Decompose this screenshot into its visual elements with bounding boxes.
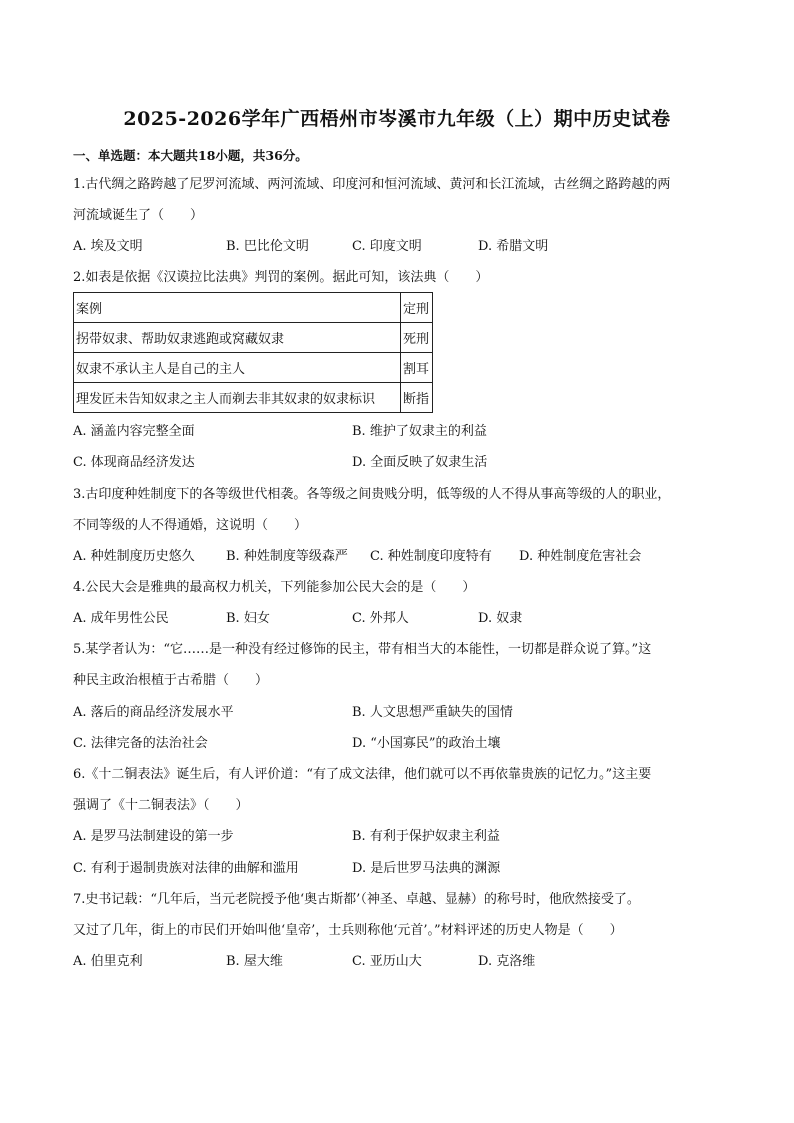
- question-6-option-b: B. 有利于保护奴隶主利益: [352, 829, 500, 844]
- question-6-option-c: C. 有利于遏制贵族对法律的曲解和滥用: [73, 861, 299, 876]
- table-row: [74, 383, 433, 413]
- question-7-option-b: B. 屋大维: [226, 954, 283, 969]
- law-cases-table: [73, 292, 433, 413]
- table-row: [74, 353, 433, 383]
- question-7-line-2: 又过了几年，街上的市民们开始叫他‘皇帝’，士兵则称他‘元首’。”材料评述的历史人物是（ ）: [73, 923, 623, 938]
- table-cell-penalty: 断指: [401, 383, 433, 413]
- question-5-option-d: D. “小国寡民”的政治土壤: [352, 736, 501, 751]
- question-7-line-1: 7.史书记载：“几年后，当元老院授予他‘奥古斯都’（神圣、卓越、显赫）的称号时，他欣然接受了。: [73, 892, 640, 907]
- question-1-line-2: 河流域诞生了（ ）: [73, 208, 204, 223]
- question-7-option-d: D. 克洛维: [478, 954, 536, 969]
- question-5-line-2: 种民主政治根植于古希腊（ ）: [73, 673, 269, 688]
- question-3-option-b: B. 种姓制度等级森严: [226, 549, 348, 564]
- question-1-line-1: 1.古代绸之路跨越了尼罗河流域、两河流域、印度河和恒河流域、黄河和长江流域，古丝绸之路跨越的两: [73, 177, 671, 192]
- table-cell-penalty: 死刑: [401, 323, 433, 353]
- question-7-option-a: A. 伯里克利: [73, 954, 143, 969]
- table-cell-case: 拐带奴隶、帮助奴隶逃跑或窝藏奴隶: [74, 323, 401, 353]
- question-1-option-d: D. 希腊文明: [478, 239, 549, 254]
- question-6-line-2: 强调了《十二铜表法》（ ）: [73, 798, 249, 813]
- question-4-option-a: A. 成年男性公民: [73, 611, 169, 626]
- table-header-case: 案例: [74, 293, 401, 323]
- question-3-option-c: C. 种姓制度印度特有: [370, 549, 492, 564]
- question-3-option-d: D. 种姓制度危害社会: [519, 549, 642, 564]
- table-header-penalty: 定刑: [401, 293, 433, 323]
- question-6-line-1: 6.《十二铜表法》诞生后，有人评价道：“有了成文法律，他们就可以不再依靠贵族的记忆力。”这主要: [73, 767, 652, 782]
- question-2-option-a: A. 涵盖内容完整全面: [73, 424, 195, 439]
- question-3-line-1: 3.古印度种姓制度下的各等级世代相袭。各等级之间贵贱分明，低等级的人不得从事高等级的人的职业，: [73, 487, 671, 502]
- question-7-option-c: C. 亚历山大: [352, 954, 422, 969]
- question-5-option-b: B. 人文思想严重缺失的国情: [352, 705, 513, 720]
- exam-title: 2025-2026学年广西梧州市岑溪市九年级（上）期中历史试卷: [123, 108, 671, 130]
- question-1-option-c: C. 印度文明: [352, 239, 422, 254]
- question-6-option-d: D. 是后世罗马法典的渊源: [352, 861, 501, 876]
- question-4-option-d: D. 奴隶: [478, 611, 523, 626]
- table-cell-case: 理发匠未告知奴隶之主人而剃去非其奴隶的奴隶标识: [74, 383, 401, 413]
- question-1-option-a: A. 埃及文明: [73, 239, 143, 254]
- question-4-line-1: 4.公民大会是雅典的最高权力机关，下列能参加公民大会的是（ ）: [73, 580, 476, 595]
- table-cell-case: 奴隶不承认主人是自己的主人: [74, 353, 401, 383]
- question-5-option-c: C. 法律完备的法治社会: [73, 736, 208, 751]
- question-2-option-c: C. 体现商品经济发达: [73, 455, 195, 470]
- table-header-row: [74, 293, 433, 323]
- question-3-option-a: A. 种姓制度历史悠久: [73, 549, 195, 564]
- question-2-option-b: B. 维护了奴隶主的利益: [352, 424, 487, 439]
- table-row: [74, 323, 433, 353]
- question-1-option-b: B. 巴比伦文明: [226, 239, 309, 254]
- table-cell-penalty: 割耳: [401, 353, 433, 383]
- question-4-option-c: C. 外邦人: [352, 611, 409, 626]
- question-4-option-b: B. 妇女: [226, 611, 270, 626]
- question-2-option-d: D. 全面反映了奴隶生活: [352, 455, 488, 470]
- question-6-option-a: A. 是罗马法制建设的第一步: [73, 829, 234, 844]
- question-5-option-a: A. 落后的商品经济发展水平: [73, 705, 234, 720]
- section-heading: 一、单选题：本大题共18小题，共36分。: [73, 148, 308, 163]
- question-2-line-1: 2.如表是依据《汉谟拉比法典》判罚的案例。据此可知，该法典（ ）: [73, 270, 489, 285]
- question-5-line-1: 5.某学者认为：“它……是一种没有经过修饰的民主，带有相当大的本能性，一切都是群众说了算。”这: [73, 642, 652, 657]
- question-3-line-2: 不同等级的人不得通婚，这说明（ ）: [73, 518, 308, 533]
